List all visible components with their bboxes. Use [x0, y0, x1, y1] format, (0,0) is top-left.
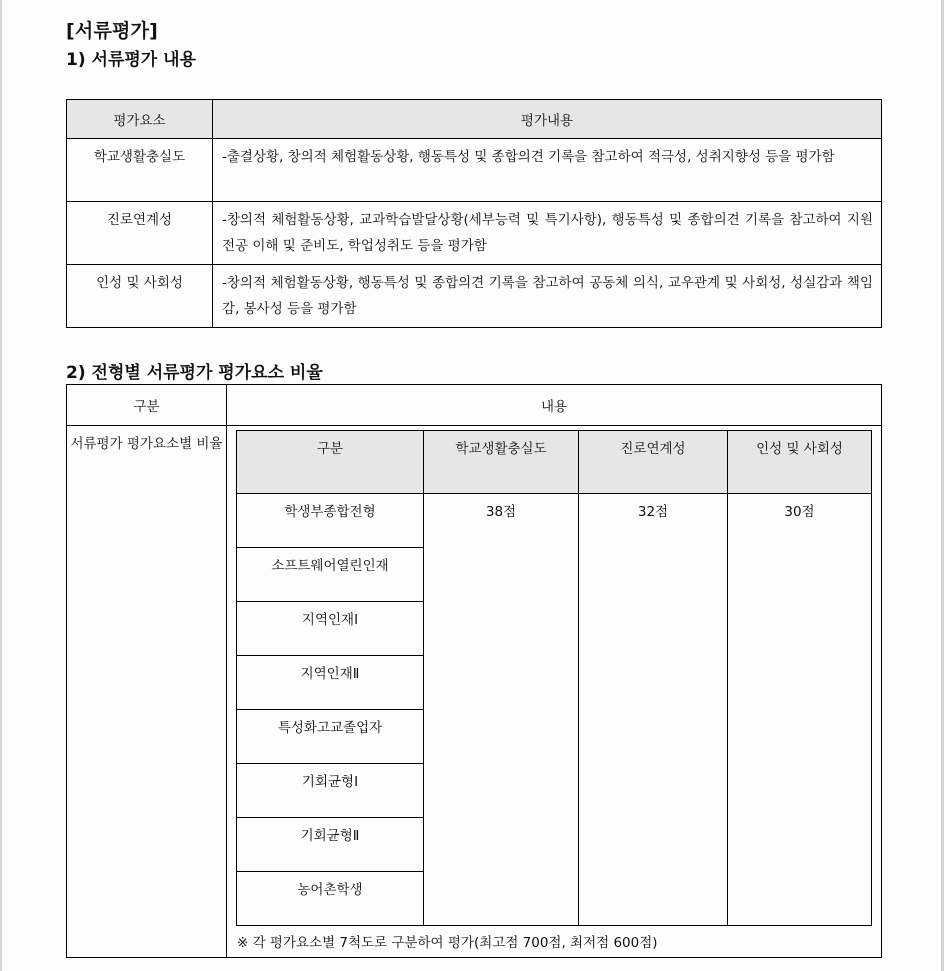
element-name: 학교생활충실도 [67, 139, 213, 202]
admission-type: 특성화고교졸업자 [237, 710, 424, 764]
header-category: 구분 [67, 385, 227, 426]
scoring-note: ※ 각 평가요소별 7척도로 구분하여 평가(최고점 700점, 최저점 600점) [237, 935, 658, 951]
admission-type: 학생부종합전형 [237, 494, 424, 548]
ratio-inner-table [236, 430, 872, 926]
section-2-heading: 2) 전형별 서류평가 평가요소 비율 [66, 363, 323, 383]
element-description: -출결상황, 창의적 체험활동상황, 행동특성 및 종합의견 기록을 참고하여 적극성, 성취지향성 등을 평가함 [213, 139, 882, 202]
header-character: 인성 및 사회성 [728, 431, 872, 494]
table-row [237, 494, 872, 548]
admission-type: 기회균형Ⅰ [237, 764, 424, 818]
admission-type: 지역인재Ⅰ [237, 602, 424, 656]
table-row [67, 202, 882, 265]
element-description: -창의적 체험활동상황, 교과학습발달상황(세부능력 및 특기사항), 행동특성 및 종합의견 기록을 참고하여 지원전공 이해 및 준비도, 학업성취도 등을 평가함 [213, 202, 882, 265]
score-school-life: 38점 [424, 494, 579, 926]
section-1-heading: 1) 서류평가 내용 [66, 50, 196, 70]
header-admission-type: 구분 [237, 431, 424, 494]
admission-type: 지역인재Ⅱ [237, 656, 424, 710]
ratio-outer-table [66, 384, 882, 958]
score-character: 30점 [728, 494, 872, 926]
header-content: 내용 [227, 385, 882, 426]
header-career-link: 진로연계성 [579, 431, 728, 494]
header-content: 평가내용 [213, 100, 882, 139]
element-name: 인성 및 사회성 [67, 265, 213, 328]
table-row [67, 139, 882, 202]
element-description: -창의적 체험활동상황, 행동특성 및 종합의견 기록을 참고하여 공동체 의식, 교우관계 및 사회성, 성실감과 책임감, 봉사성 등을 평가함 [213, 265, 882, 328]
evaluation-content-table [66, 99, 882, 328]
table-header-row [237, 431, 872, 494]
table-row [67, 426, 882, 958]
row-label: 서류평가 평가요소별 비율 [67, 426, 227, 958]
admission-type: 농어촌학생 [237, 872, 424, 926]
element-name: 진로연계성 [67, 202, 213, 265]
ratio-content-cell [227, 426, 882, 958]
header-school-life: 학교생활충실도 [424, 431, 579, 494]
admission-type: 소프트웨어열린인재 [237, 548, 424, 602]
admission-type: 기회균형Ⅱ [237, 818, 424, 872]
table-row [67, 265, 882, 328]
document-title: [서류평가] [66, 20, 158, 42]
table-header-row [67, 100, 882, 139]
table-header-row [67, 385, 882, 426]
header-element: 평가요소 [67, 100, 213, 139]
score-career-link: 32점 [579, 494, 728, 926]
